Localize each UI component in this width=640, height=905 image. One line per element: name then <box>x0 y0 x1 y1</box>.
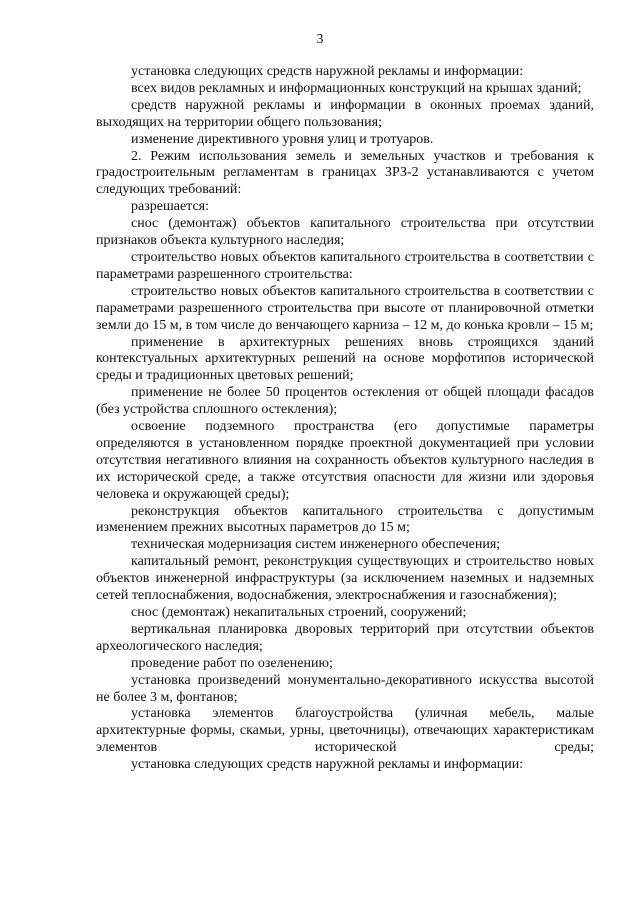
paragraph: проведение работ по озеленению; <box>131 655 333 671</box>
paragraph: строительство новых объектов капитального строительства в соответствии с параметрами разрешенного строительства: <box>96 249 594 282</box>
paragraph: строительство новых объектов капитального строительства в соответствии с параметрами разрешенного строительства при высоте от планировочной отметки земли до 15 м, в том числе до венчающего карниза – 12 м, до конька кровли – 15 м; <box>96 283 594 333</box>
page-number: 3 <box>316 31 324 46</box>
paragraph: освоение подземного пространства (его допустимые параметры определяются в установленном порядке проектной документацией при условии отсутствия негативного влияния на сохранность объектов культурного наследия в их исторической среде, а также отсутствия опасности для жизни или здоровья человека и окружающей среды); <box>96 419 594 502</box>
paragraph: снос (демонтаж) объектов капитального строительства при отсутствии признаков объекта культурного наследия; <box>96 216 594 249</box>
paragraph: средств наружной рекламы и информации в оконных проемах зданий, выходящих на территории общего пользования; <box>96 97 594 130</box>
paragraph: установка произведений монументально-декоративного искусства высотой не более 3 м, фонтанов; <box>96 672 594 705</box>
paragraph: изменение директивного уровня улиц и тротуаров. <box>131 131 434 147</box>
paragraph: реконструкция объектов капитального строительства с допустимым изменением прежних высотных параметров до 15 м; <box>96 503 594 536</box>
paragraph: капитальный ремонт, реконструкция существующих и строительство новых объектов инженерной инфраструктуры (за исключением наземных и надземных сетей теплоснабжения, водоснабжения, электроснабжения и газоснабжения); <box>96 554 594 604</box>
paragraph: установка следующих средств наружной рекламы и информации: <box>131 64 524 79</box>
paragraph: установка следующих средств наружной рекламы и информации: <box>131 757 524 773</box>
document-body <box>96 64 594 774</box>
paragraph: разрешается: <box>131 199 209 215</box>
paragraph: 2. Режим использования земель и земельных участков и требования к градостроительным регламентам в границах ЗРЗ-2 устанавливаются с учетом следующих требований: <box>96 148 594 198</box>
paragraph: применение в архитектурных решениях вновь строящихся зданий контекстуальных архитектурных решений на основе морфотипов исторической среды и традиционных цветовых решений; <box>96 334 594 384</box>
paragraph: всех видов рекламных и информационных конструкций на крышах зданий; <box>131 80 582 96</box>
paragraph: применение не более 50 процентов остекления от общей площади фасадов (без устройства сплошного остекления); <box>96 385 594 418</box>
paragraph: установка элементов благоустройства (уличная мебель, малые архитектурные формы, скамьи, урны, цветочницы), отвечающих характеристикам элементов исторической среды; <box>96 706 594 756</box>
paragraph: вертикальная планировка дворовых территорий при отсутствии объектов археологического наследия; <box>96 621 594 654</box>
paragraph: снос (демонтаж) некапитальных строений, сооружений; <box>131 605 467 620</box>
paragraph: техническая модернизация систем инженерного обеспечения; <box>131 537 501 553</box>
